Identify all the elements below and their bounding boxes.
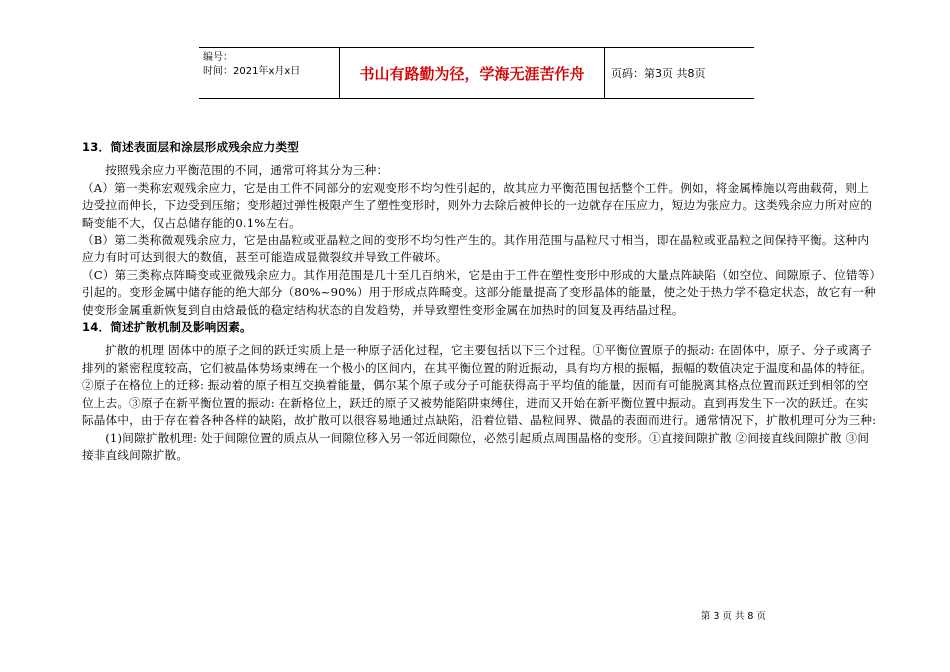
header-page-cell bbox=[605, 48, 754, 98]
number-label: 编号： bbox=[203, 52, 233, 63]
section-13-intro: 按照残余应力平衡范围的不同，通常可将其分为三种： bbox=[105, 163, 389, 178]
document-body bbox=[82, 139, 880, 464]
section-14-para-mechanism: 扩散的机理 固体中的原子之间的跃迁实质上是一种原子活化过程，它主要包括以下三个过程。①平衡位置原子的振动: 在固体中，原子、分子或离子排列的紧密程度较高，它们被晶体势场束缚在一个极小的区间内，在其平衡位置的附近振动，具有均方根的振幅，振幅的数值决定于温度和晶体的特征。②原子在格位上的迁移: 振动着的原子相互交换着能量，偶尔某个原子或分子可能获得高于平均值的能量，因而有可能脱离其格点位置而跃迁到相邻的空位上去。③原子在新平衡位置的振动: 在新格位上，跃迁的原子又被势能陷阱束缚住，进而又开始在新平衡位置中振动。直到再发生下一次的跃迁。在实际晶体中，由于存在着各种各样的缺陷，故扩散可以很容易地通过点缺陷，沿着位错、晶粒间界、微晶的表面而进行。通常情况下，扩散机理可分为三种: bbox=[82, 343, 877, 428]
section-13-para-b: （B）第二类称微观残余应力，它是由晶粒或亚晶粒之间的变形不均匀性产生的。其作用范围与晶粒尺寸相当，即在晶粒或亚晶粒之间保持平衡。这种内应力有时可达到很大的数值，甚至可能造成显微裂纹并导致工件破坏。 bbox=[82, 233, 870, 265]
section-14-para-interstitial: (1)间隙扩散机理: 处于间隙位置的质点从一间隙位移入另一邻近间隙位，必然引起质点周围晶格的变形。①直接间隙扩散 ②间接直线间隙扩散 ③间接非直线间隙扩散。 bbox=[82, 430, 870, 462]
section-13-para-a: （A）第一类称宏观残余应力，它是由工件不同部分的宏观变形不均匀性引起的，故其应力平衡范围包括整个工件。例如，将金属棒施以弯曲载荷，则上边受拉而伸长，下边受到压缩；变形超过弹性极限产生了塑性变形时，则外力去除后被伸长的一边就存在压应力，短边为张应力。这类残余应力所对应的畸变能不大，仅占总储存能的0.1%左右。 bbox=[82, 180, 873, 230]
page-footer: 第 3 页 共 8 页 bbox=[700, 611, 766, 622]
header-left-cell bbox=[199, 48, 340, 98]
section-13-para-c: （C）第三类称点阵畸变或亚微残余应力。其作用范围是几十至几百纳米，它是由于工件在塑性变形中形成的大量点阵缺陷（如空位、间隙原子、位错等）引起的。变形金属中储存能的绝大部分（80%~90%）用于形成点阵畸变。这部分能量提高了变形晶体的能量，使之处于热力学不稳定状态，故它有一种使变形金属重新恢复到自由焓最低的稳定结构状态的自发趋势，并导致塑性变形金属在加热时的回复及再结晶过程。 bbox=[82, 267, 876, 317]
section-13-title: 13．简述表面层和涂层形成残余应力类型 bbox=[82, 140, 300, 154]
motto-text: 书山有路勤为径，学海无涯苦作舟 bbox=[359, 64, 585, 83]
date-label: 时间：2021年x月x日 bbox=[203, 66, 301, 77]
header-table bbox=[199, 47, 754, 99]
page-label: 页码：第3页 共8页 bbox=[611, 67, 706, 80]
section-14-title: 14．简述扩散机制及影响因素。 bbox=[82, 320, 252, 335]
header-motto-cell bbox=[340, 48, 605, 98]
